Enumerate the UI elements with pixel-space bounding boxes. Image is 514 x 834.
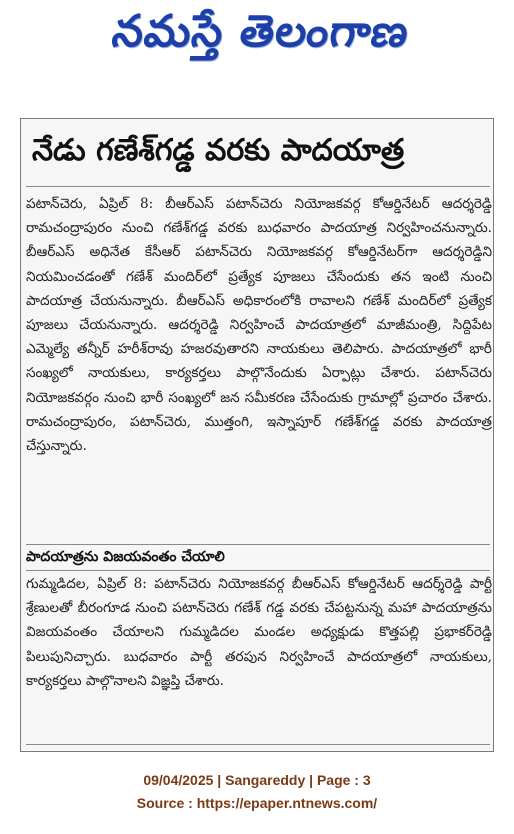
source-link[interactable]: Source : https://epaper.ntnews.com/	[136, 795, 378, 811]
article-subheading: పాదయాత్రను విజయవంతం చేయాలి	[26, 549, 225, 565]
article-body-2	[26, 572, 492, 693]
article-headline: నేడు గణేశ్‌గడ్డ వరకు పాదయాత్ర	[32, 133, 405, 168]
masthead	[0, 0, 514, 88]
article-body	[26, 192, 492, 458]
paragraph-2: గుమ్మడిదల, ఏప్రిల్ 8: పటాన్‌చెరు నియోజకవర్గ బీఆర్‌ఎస్ కోఆర్డినేటర్ ఆదర్శ్‌రెడ్డి పార్టీ శ్రేణులతో బీరంగూడ నుంచి పటాన్‌చెరు గణేశ్ గడ్డ వరకు చేపట్టనున్న మహా పాదయాత్రను విజయవంతం చేయాలని గుమ్మడిదల మండల అధ్యక్షుడు కొత్తపల్లి ప్రభాకర్‌రెడ్డి పిలుపునిచ్చారు. బుధవారం పార్టీ తరపున నిర్వహించే పాదయాత్రలో నాయకులు, కార్యకర్తలు పాల్గొనాలని విజ్ఞప్తి చేశారు.	[26, 576, 492, 689]
section-divider-bottom	[26, 570, 490, 571]
newspaper-logo: నమస్తే తెలంగాణ	[109, 6, 413, 57]
article-end-divider	[26, 744, 490, 745]
headline-divider	[26, 186, 490, 187]
edition-info: 09/04/2025 | Sangareddy | Page : 3	[143, 772, 371, 788]
paragraph-1: పటాన్‌చెరు, ఏప్రిల్ 8: బీఆర్‌ఎస్ పటాన్‌చెరు నియోజకవర్గ కోఆర్డినేటర్ ఆదర్శరెడ్డి రామచంద్రాపురం నుంచి గణేశ్‌గడ్డ వరకు బుధవారం పాదయాత్ర నిర్వహించనున్నారు. బీఆర్‌ఎస్ అధినేత కేసీఆర్ పటాన్‌చెరు నియోజకవర్గ కోఆర్డినేటర్‌గా ఆదర్శరెడ్డిని నియమించడంతో గణేశ్ మందిర్‌లో ప్రత్యేక పూజలు చేసేందుకు తన ఇంటి నుంచి పాదయాత్ర చేయనున్నారు. బీఆర్‌ఎస్ అధికారంలోకి రావాలని గణేశ్ మందిర్‌లో ప్రత్యేక పూజలు చేయనున్నారు. ఆదర్శరెడ్డి నిర్వహించే పాదయాత్రలో మాజీమంత్రి, సిద్దిపేట ఎమ్మెల్యే తన్నీర్ హరీశ్‌రావు హజరవుతారని నాయకులు తెలిపారు. పాదయాత్రలో భారీ సంఖ్యలో నాయకులు, కార్యకర్తలు పాల్గొనేందుకు ఏర్పాట్లు చేశారు. పటాన్‌చెరు నియోజకవర్గం నుంచి భారీ సంఖ్యలో జన సమీకరణ చేసేందుకు గ్రామాల్లో ప్రచారం చేశారు. రామచంద్రాపురం, పటాన్‌చెరు, ముత్తంగి, ఇస్నాపూర్ గణేశ్‌గడ్డ వరకు పాదయాత్ర చేస్తున్నారు.	[26, 196, 492, 455]
